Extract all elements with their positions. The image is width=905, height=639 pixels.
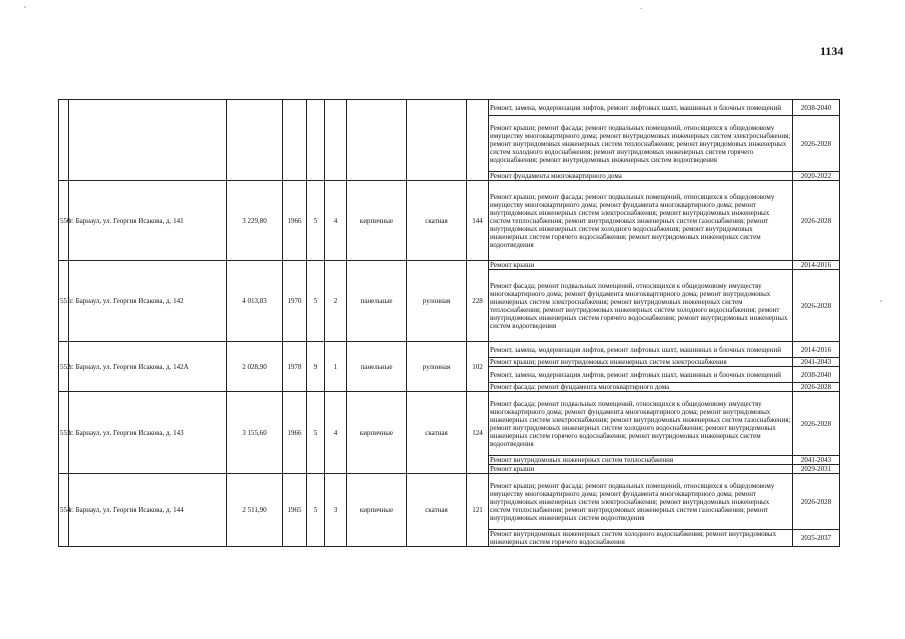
table-row — [59, 181, 840, 261]
address-cell: г. Барнаул, ул. Георгия Исакова, д. 143 — [69, 392, 227, 474]
area-cell: 2 028,90 — [227, 342, 283, 392]
residents-cell: 228 — [467, 261, 489, 342]
wall-material-cell: кирпичные — [347, 181, 407, 261]
roof-type-cell: скатная — [407, 392, 467, 474]
year-cell: 1966 — [283, 181, 307, 261]
work-description-cell: Ремонт, замена, модернизация лифтов, ремонт лифтовых шахт, машинных и блочных помещений — [489, 342, 793, 358]
work-description-cell: Ремонт фасада; ремонт подвальных помещений, относящихся к общедомовому имуществу многоквартирного дома; ремонт фундамента многоквартирного дома; ремонт внутридомовых инженерных систем электроснабжения; ремонт внутридомовых инженерных систем газоснабжения; ремонт внутридомовых инженерных систем холодного водоснабжения; ремонт внутридомовых инженерных систем горячего водоснабжения; ремонт внутридомовых инженерных систем водоотведения — [489, 392, 793, 456]
address-cell: г. Барнаул, ул. Георгия Исакова, д. 142А — [69, 342, 227, 392]
row-number: 551 — [59, 261, 69, 342]
entrances-cell: 1 — [325, 342, 347, 392]
work-description-cell: Ремонт фасада; ремонт фундамента многоквартирного дома — [489, 383, 793, 392]
roof-type-cell: рулонная — [407, 261, 467, 342]
work-period-cell: 2026-2028 — [793, 181, 840, 261]
floors-cell: 5 — [307, 392, 325, 474]
residents-cell: 144 — [467, 181, 489, 261]
table-row — [59, 392, 840, 456]
page-number: 1134 — [820, 44, 844, 58]
work-period-cell: 2035-2037 — [793, 530, 840, 547]
roof-type-cell — [407, 100, 467, 181]
scan-speck — [880, 300, 882, 302]
work-period-cell: 2026-2028 — [793, 116, 840, 172]
entrances-cell — [325, 100, 347, 181]
area-cell: 4 013,83 — [227, 261, 283, 342]
work-period-cell: 2038-2040 — [793, 100, 840, 116]
work-period-cell: 2026-2028 — [793, 392, 840, 456]
table-row — [59, 261, 840, 270]
repair-schedule-table — [58, 99, 840, 547]
wall-material-cell: кирпичные — [347, 474, 407, 547]
roof-type-cell: рулонная — [407, 342, 467, 392]
work-period-cell: 2038-2040 — [793, 367, 840, 383]
floors-cell: 5 — [307, 181, 325, 261]
address-cell: г. Барнаул, ул. Георгия Исакова, д. 141 — [69, 181, 227, 261]
row-number: 554 — [59, 474, 69, 547]
work-period-cell: 2026-2028 — [793, 474, 840, 530]
entrances-cell: 4 — [325, 181, 347, 261]
entrances-cell: 3 — [325, 474, 347, 547]
work-period-cell: 2020-2022 — [793, 172, 840, 181]
work-period-cell: 2014-2016 — [793, 342, 840, 358]
work-description-cell: Ремонт внутридомовых инженерных систем холодного водоснабжения; ремонт внутридомовых инженерных систем горячего водоснабжения — [489, 530, 793, 547]
residents-cell: 102 — [467, 342, 489, 392]
work-description-cell: Ремонт крыши; ремонт внутридомовых инженерных систем электроснабжения — [489, 358, 793, 367]
scan-speck — [640, 8, 642, 9]
table-row — [59, 342, 840, 358]
work-period-cell: 2014-2016 — [793, 261, 840, 270]
work-period-cell: 2029-2031 — [793, 465, 840, 474]
wall-material-cell — [347, 100, 407, 181]
entrances-cell: 2 — [325, 261, 347, 342]
year-cell: 1970 — [283, 261, 307, 342]
residents-cell: 124 — [467, 392, 489, 474]
residents-cell: 121 — [467, 474, 489, 547]
work-description-cell: Ремонт крыши; ремонт фасада; ремонт подвальных помещений, относящихся к общедомовому имуществу многоквартирного дома; ремонт фундамента многоквартирного дома; ремонт внутридомовых инженерных систем электроснабжения; ремонт внутридомовых инженерных систем теплоснабжения; ремонт внутридомовых инженерных систем газоснабжения; ремонт внутридомовых инженерных систем холодного водоснабжения; ремонт внутридомовых инженерных систем горячего водоснабжения; ремонт внутридомовых инженерных систем водоотведения — [489, 181, 793, 261]
row-number — [59, 100, 69, 181]
year-cell: 1978 — [283, 342, 307, 392]
wall-material-cell: панельные — [347, 261, 407, 342]
work-description-cell: Ремонт внутридомовых инженерных систем теплоснабжения — [489, 456, 793, 465]
row-number: 552 — [59, 342, 69, 392]
row-number: 550 — [59, 181, 69, 261]
residents-cell — [467, 100, 489, 181]
floors-cell: 5 — [307, 474, 325, 547]
year-cell: 1966 — [283, 392, 307, 474]
area-cell: 3 155,60 — [227, 392, 283, 474]
work-description-cell: Ремонт крыши; ремонт фасада; ремонт подвальных помещений, относящихся к общедомовому имуществу многоквартирного дома; ремонт фундамента многоквартирного дома; ремонт внутридомовых инженерных систем электроснабжения; ремонт внутридомовых инженерных систем теплоснабжения; ремонт внутридомовых инженерных систем газоснабжения; ремонт внутридомовых инженерных систем водоотведения — [489, 474, 793, 530]
table-row — [59, 100, 840, 116]
area-cell — [227, 100, 283, 181]
roof-type-cell: скатная — [407, 474, 467, 547]
year-cell: 1965 — [283, 474, 307, 547]
row-number: 553 — [59, 392, 69, 474]
work-description-cell: Ремонт фасада; ремонт подвальных помещений, относящихся к общедомовому имуществу многоквартирного дома; ремонт фундамента многоквартирного дома; ремонт внутридомовых инженерных систем электроснабжения; ремонт внутридомовых инженерных систем теплоснабжения; ремонт внутридомовых инженерных систем холодного водоснабжения; ремонт внутридомовых инженерных систем горячего водоснабжения; ремонт внутридомовых инженерных систем водоотведения — [489, 270, 793, 342]
work-period-cell: 2026-2028 — [793, 383, 840, 392]
floors-cell — [307, 100, 325, 181]
area-cell: 2 511,90 — [227, 474, 283, 547]
work-description-cell: Ремонт крыши — [489, 465, 793, 474]
address-cell: г. Барнаул, ул. Георгия Исакова, д. 142 — [69, 261, 227, 342]
floors-cell: 5 — [307, 261, 325, 342]
floors-cell: 9 — [307, 342, 325, 392]
address-cell: г. Барнаул, ул. Георгия Исакова, д. 144 — [69, 474, 227, 547]
work-description-cell: Ремонт фундамента многоквартирного дома — [489, 172, 793, 181]
work-period-cell: 2026-2028 — [793, 270, 840, 342]
address-cell — [69, 100, 227, 181]
year-cell — [283, 100, 307, 181]
work-description-cell: Ремонт крыши; ремонт фасада; ремонт подвальных помещений, относящихся к общедомовому имуществу многоквартирного дома; ремонт внутридомовых инженерных систем электроснабжения; ремонт внутридомовых инженерных систем теплоснабжения; ремонт внутридомовых инженерных систем холодного водоснабжения; ремонт внутридомовых инженерных систем горячего водоснабжения; ремонт внутридомовых инженерных систем водоотведения — [489, 116, 793, 172]
table-row — [59, 474, 840, 530]
roof-type-cell: скатная — [407, 181, 467, 261]
scan-speck — [24, 6, 26, 8]
entrances-cell: 4 — [325, 392, 347, 474]
work-period-cell: 2041-2043 — [793, 456, 840, 465]
area-cell: 3 229,80 — [227, 181, 283, 261]
wall-material-cell: панельные — [347, 342, 407, 392]
work-period-cell: 2041-2043 — [793, 358, 840, 367]
work-description-cell: Ремонт крыши — [489, 261, 793, 270]
wall-material-cell: кирпичные — [347, 392, 407, 474]
work-description-cell: Ремонт, замена, модернизация лифтов, ремонт лифтовых шахт, машинных и блочных помещений — [489, 367, 793, 383]
work-description-cell: Ремонт, замена, модернизация лифтов, ремонт лифтовых шахт, машинных и блочных помещений — [489, 100, 793, 116]
